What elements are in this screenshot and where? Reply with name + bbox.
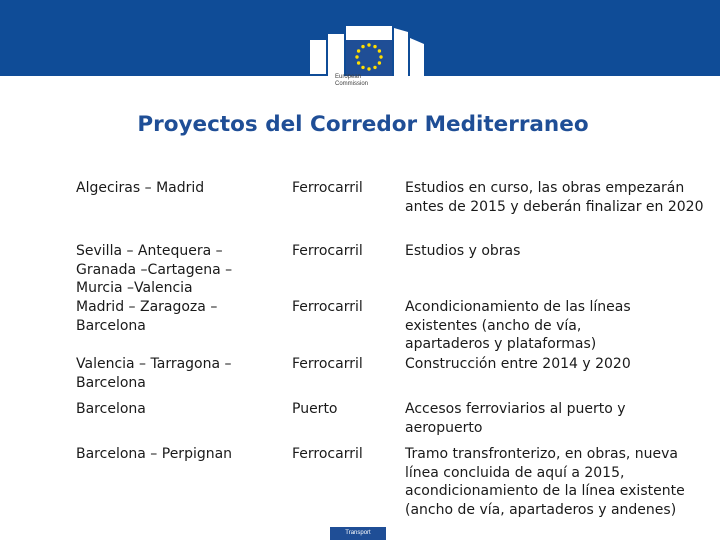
table-cell-status: Construcción entre 2014 y 2020 xyxy=(405,356,631,372)
table-cell-mode: Ferrocarril xyxy=(292,356,363,372)
table-cell-mode: Ferrocarril xyxy=(292,243,363,259)
table-cell-status: Estudios y obras xyxy=(405,243,521,259)
table-cell-status: Accesos ferroviarios al puerto y aeropuerto xyxy=(405,401,626,436)
table-cell-mode: Puerto xyxy=(292,401,338,417)
table-cell-route: Valencia – Tarragona – Barcelona xyxy=(76,356,232,391)
table-cell-route: Algeciras – Madrid xyxy=(76,180,205,196)
table-cell-mode: Ferrocarril xyxy=(292,299,363,315)
table-cell-status: Acondicionamiento de las líneas existentes (ancho de vía, apartaderos y plataformas) xyxy=(405,299,631,352)
table-cell-route: Barcelona – Perpignan xyxy=(76,446,233,462)
table-cell-status: Tramo transfronterizo, en obras, nueva línea concluida de aquí a 2015, acondicionamiento de la línea existente (ancho de vía, apartaderos y andenes) xyxy=(405,446,685,518)
page-title: Proyectos del Corredor Mediterraneo xyxy=(137,112,589,137)
table-cell-route: Madrid – Zaragoza – Barcelona xyxy=(76,299,218,334)
table-cell-mode: Ferrocarril xyxy=(292,446,363,462)
table-cell-status: Estudios en curso, las obras empezarán antes de 2015 y deberán finalizar en 2020 xyxy=(405,180,704,215)
table-cell-route: Sevilla – Antequera – Granada –Cartagena – Murcia –Valencia xyxy=(76,243,233,296)
logo-text: European Commission xyxy=(335,74,369,87)
footer-transport-tag: Transport xyxy=(330,527,386,540)
table-cell-route: Barcelona xyxy=(76,401,146,417)
table-cell-mode: Ferrocarril xyxy=(292,180,363,196)
